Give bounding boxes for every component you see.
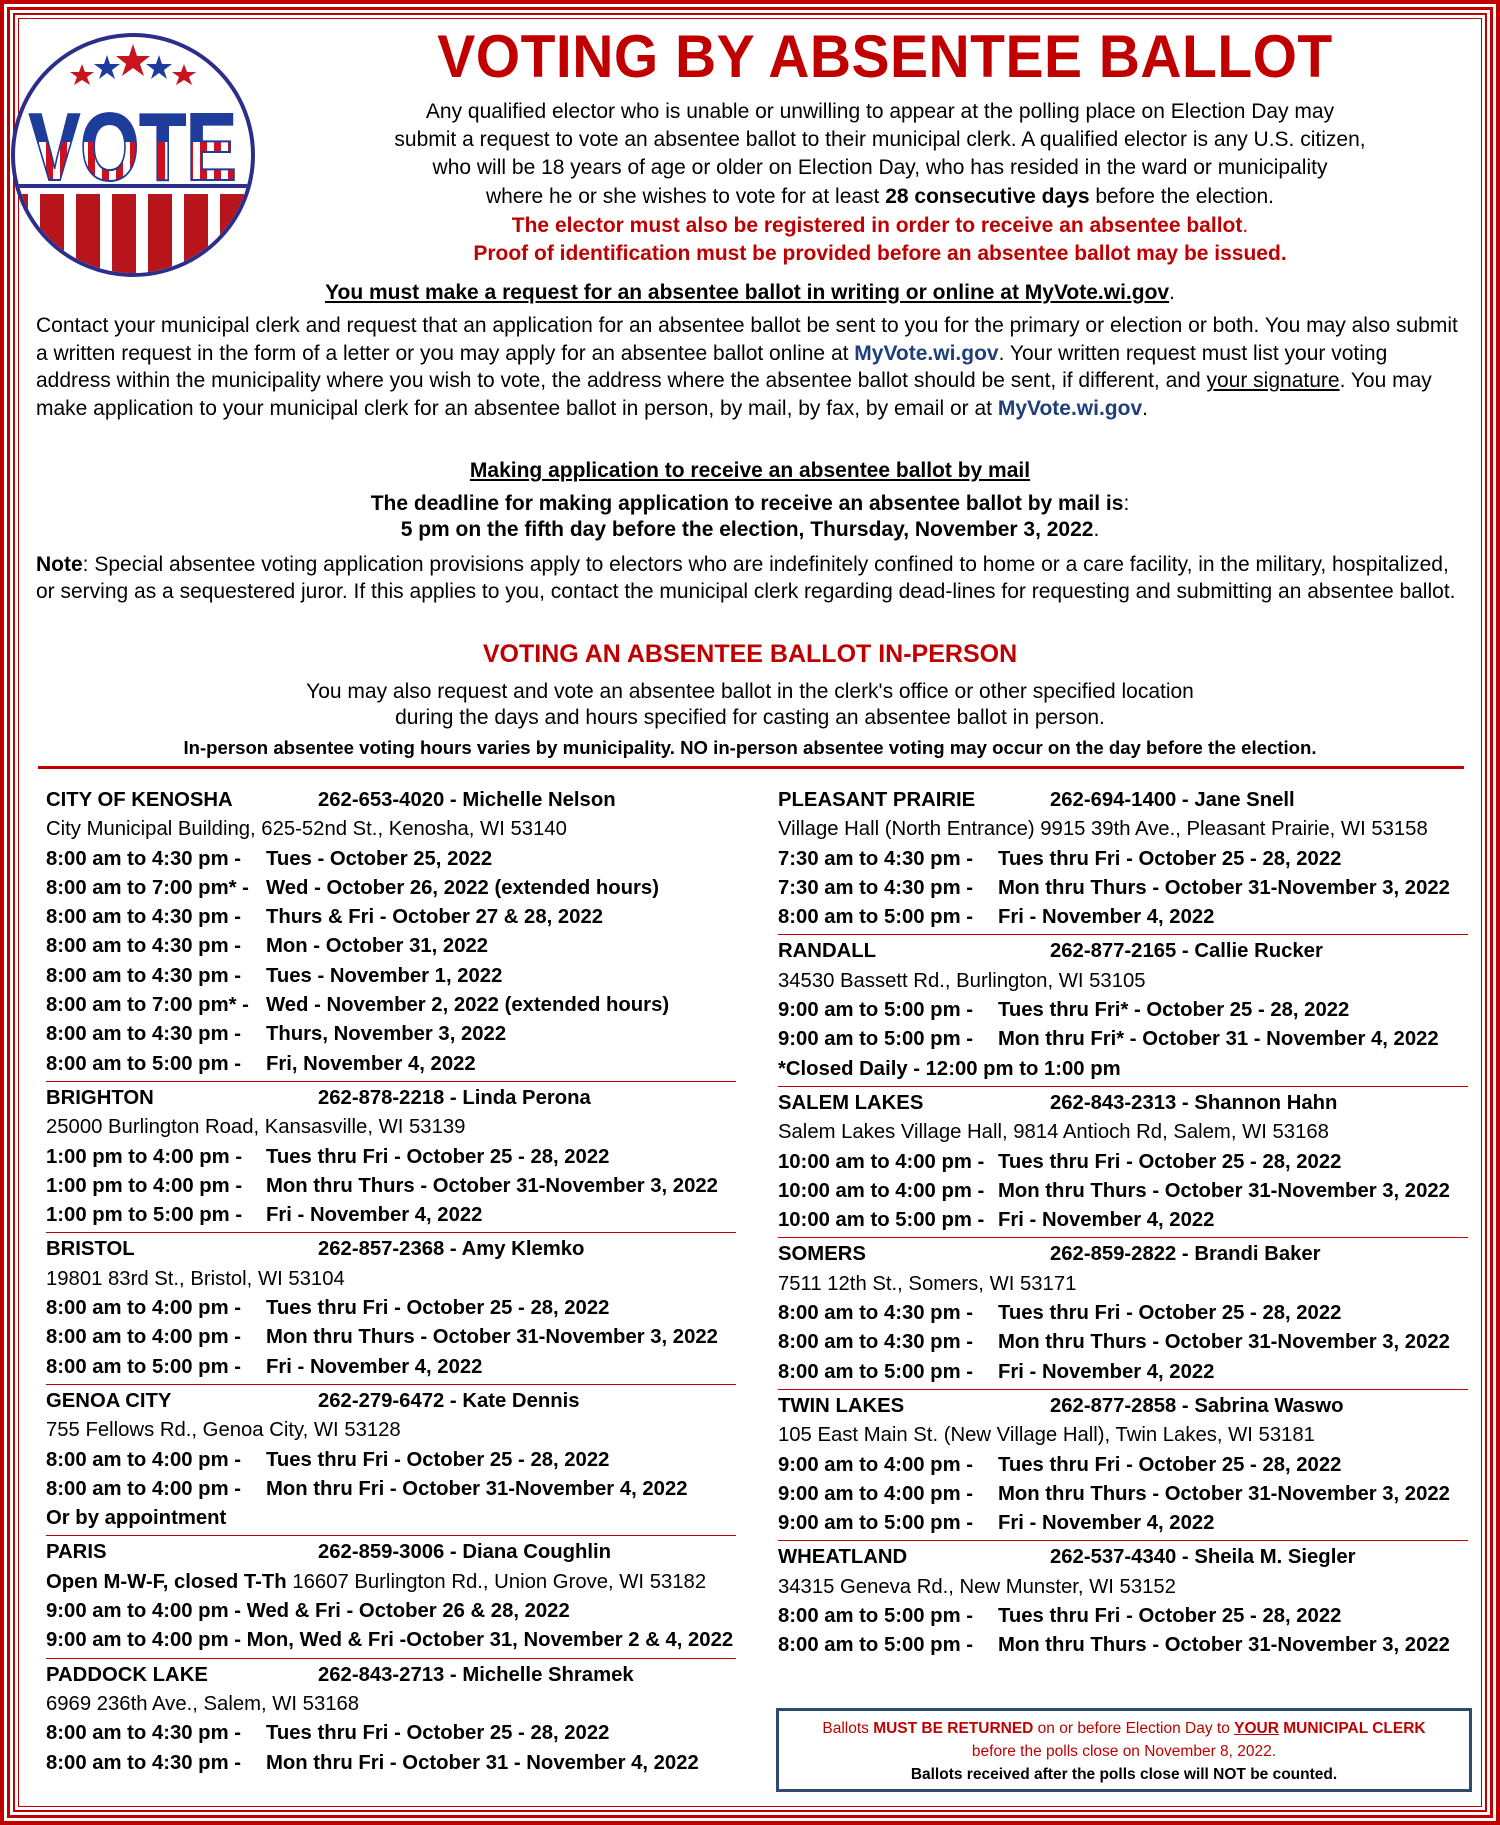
hours-row: [778, 1299, 1468, 1328]
signature-text: your signature: [1206, 369, 1340, 392]
municipalities-right-column: [778, 786, 1468, 1661]
clerk-contact: 262-877-2858 - Sabrina Waswo: [1050, 1394, 1344, 1417]
hours-time: 9:00 am to 5:00 pm -: [778, 1512, 973, 1535]
municipality-address: [46, 1690, 736, 1719]
clerk-contact: 262-857-2368 - Amy Klemko: [318, 1238, 585, 1261]
hours-time: 8:00 am to 5:00 pm -: [46, 1052, 241, 1075]
intro-line-1: Any qualified elector who is unable or unwilling to appear at the polling place on Election Day may: [425, 100, 1335, 123]
hours-days: Thurs, November 3, 2022: [266, 1023, 507, 1046]
hours-row: [46, 991, 736, 1020]
entry-separator: [46, 1231, 736, 1233]
municipality-entry: [46, 1534, 736, 1655]
registered-end: .: [1242, 214, 1249, 237]
clerk-contact: 262-653-4020 - Michelle Nelson: [318, 789, 616, 811]
hours-row: [778, 996, 1468, 1025]
hours-row: [778, 1206, 1468, 1235]
hours-row: [778, 1602, 1468, 1631]
hours-time: 9:00 am to 5:00 pm -: [778, 1028, 973, 1051]
municipality-name: RANDALL: [778, 940, 877, 963]
hours-row: [46, 1294, 736, 1323]
municipality-entry: [778, 1388, 1468, 1538]
municipality-address: [46, 1568, 736, 1597]
hours-row: [46, 1749, 736, 1778]
hours-days: Mon thru Fri* - October 31 - November 4, 2022: [998, 1028, 1439, 1051]
hours-days: Mon thru Fri - October 31 - November 4, 2022: [266, 1751, 699, 1774]
hours-days: Fri - November 4, 2022: [266, 1204, 483, 1227]
hours-days: Thurs & Fri - October 27 & 28, 2022: [266, 906, 604, 929]
notice-line-3: Ballots received after the polls close will NOT be counted.: [910, 1766, 1338, 1783]
municipality-entry: [46, 1231, 736, 1381]
hours-time: 8:00 am to 4:30 pm -: [46, 935, 241, 958]
municipality-address: [778, 815, 1468, 844]
request-p4: .: [1142, 396, 1148, 420]
municipalities-left-column: [46, 786, 736, 1778]
clerk-contact: 262-843-2313 - Shannon Hahn: [1050, 1091, 1338, 1114]
address-text: Village Hall (North Entrance) 9915 39th Ave., Pleasant Prairie, WI 53158: [778, 818, 1428, 841]
municipality-entry: [46, 1657, 736, 1778]
municipality-header: [46, 1084, 736, 1113]
hours-row: [46, 1719, 736, 1748]
hours-days: Tues thru Fri - October 25 - 28, 2022: [998, 1150, 1342, 1173]
municipality-entry: [46, 1383, 736, 1533]
hours-row: [46, 903, 736, 932]
notice-l1-c: on or before Election Day to: [1033, 1720, 1235, 1737]
request-heading-text: You must make a request for an absentee ballot in writing or online at MyVote.wi.gov: [325, 281, 1170, 304]
address-text: 25000 Burlington Road, Kansasville, WI 53139: [46, 1116, 466, 1139]
hours-time: 7:30 am to 4:30 pm -: [778, 876, 973, 899]
clerk-contact: 262-694-1400 - Jane Snell: [1050, 789, 1295, 811]
municipality-header: [778, 786, 1468, 815]
hours-time: 8:00 am to 4:30 pm -: [46, 1023, 241, 1046]
hours-row: [778, 1177, 1468, 1206]
hours-days: Mon thru Thurs - October 31-November 3, 2022: [998, 1482, 1450, 1505]
hours-days: Tues thru Fri - October 25 - 28, 2022: [266, 1448, 610, 1471]
section-divider: [38, 766, 1464, 769]
hours-row: [46, 1353, 736, 1382]
municipality-name: CITY OF KENOSHA: [46, 789, 233, 811]
hours-days: Tues thru Fri - October 25 - 28, 2022: [266, 1145, 610, 1168]
note-text: : Special absentee voting application provisions apply to electors who are indefinitely confined to home or a care facility, in the military, hospitalized, or serving as a sequestered juror. If this applies to you, contact the municipal clerk regarding dead-lines for requesting and submitting an absentee ballot.: [36, 553, 1456, 603]
request-p2: . Your written request must list your voting address within the municipality where you wish to vote, the address where the absentee ballot should be sent, if different, and: [36, 341, 1388, 392]
hours-row: [778, 1148, 1468, 1177]
address-text: 34530 Bassett Rd., Burlington, WI 53105: [778, 969, 1146, 992]
hours-row: [46, 932, 736, 961]
hours-days: Fri - November 4, 2022: [998, 1512, 1215, 1535]
entry-separator: [778, 1388, 1468, 1390]
request-heading-end: .: [1169, 281, 1175, 304]
in-person-line-1: You may also request and vote an absentee ballot in the clerk's office or other specified location: [306, 680, 1194, 703]
hours-days: Tues thru Fri - October 25 - 28, 2022: [998, 1605, 1342, 1628]
address-text: 105 East Main St. (New Village Hall), Twin Lakes, WI 53181: [778, 1424, 1315, 1447]
municipality-name: PADDOCK LAKE: [46, 1663, 208, 1686]
municipality-name: GENOA CITY: [46, 1389, 172, 1412]
entry-separator: [778, 1539, 1468, 1541]
page-title: VOTING BY ABSENTEE BALLOT: [437, 23, 1333, 90]
registered-text: The elector must also be registered in order to receive an absentee ballot: [511, 214, 1243, 237]
request-heading: [20, 279, 1480, 307]
municipality-address: [46, 1113, 736, 1142]
municipality-address: [778, 1421, 1468, 1450]
hours-time: 8:00 am to 7:00 pm* -: [46, 994, 249, 1017]
municipality-entry: [778, 1539, 1468, 1660]
notice-line-1: [779, 1717, 1469, 1740]
hours-row: [46, 874, 736, 903]
hours-time: 8:00 am to 4:30 pm -: [46, 906, 241, 929]
municipality-name: PARIS: [46, 1541, 107, 1564]
clerk-contact: 262-859-3006 - Diana Coughlin: [318, 1541, 612, 1564]
hours-days: Fri - November 4, 2022: [998, 1360, 1215, 1383]
hours-time: 8:00 am to 4:00 pm -: [46, 1448, 241, 1471]
municipality-entry: [778, 786, 1468, 932]
consecutive-days: 28 consecutive days: [885, 185, 1090, 208]
address-text: Salem Lakes Village Hall, 9814 Antioch Rd, Salem, WI 53168: [778, 1121, 1329, 1144]
hours-days: Tues - November 1, 2022: [266, 964, 503, 987]
municipality-entry: [46, 1080, 736, 1230]
hours-row: 9:00 am to 4:00 pm - Mon, Wed & Fri -October 31, November 2 & 4, 2022: [46, 1629, 734, 1652]
mail-heading: Making application to receive an absentee ballot by mail: [469, 459, 1031, 482]
notice-l1-a: Ballots: [822, 1720, 874, 1737]
hours-days: Tues thru Fri - October 25 - 28, 2022: [998, 1453, 1342, 1476]
hours-days: Fri, November 4, 2022: [266, 1052, 476, 1075]
entry-separator: [46, 1657, 736, 1659]
hours-days: Wed - October 26, 2022 (extended hours): [266, 876, 659, 899]
hours-time: 8:00 am to 4:30 pm -: [46, 847, 241, 870]
municipality-header: [46, 786, 736, 815]
hours-row: [46, 1020, 736, 1049]
hours-row: [46, 1201, 736, 1230]
hours-row: [778, 1328, 1468, 1357]
clerk-contact: 262-279-6472 - Kate Dennis: [318, 1389, 580, 1412]
hours-days: Mon thru Thurs - October 31-November 3, 2022: [998, 1179, 1450, 1202]
hours-row: [778, 1025, 1468, 1054]
hours-time: 9:00 am to 4:00 pm -: [778, 1482, 973, 1505]
intro-line-4-pre: where he or she wishes to vote for at least: [486, 185, 886, 208]
intro-line-4-post: before the election.: [1089, 185, 1274, 208]
entry-separator: [46, 1383, 736, 1385]
hours-time: 8:00 am to 4:30 pm -: [778, 1302, 973, 1325]
hours-time: 8:00 am to 5:00 pm -: [778, 906, 973, 929]
hours-note: *Closed Daily - 12:00 pm to 1:00 pm: [778, 1057, 1121, 1080]
registered-notice: [280, 212, 1480, 240]
hours-time: 8:00 am to 4:00 pm -: [46, 1326, 241, 1349]
hours-row: [46, 1323, 736, 1352]
in-person-line-2: during the days and hours specified for casting an absentee ballot in person.: [395, 706, 1105, 729]
vote-letters: [29, 94, 237, 201]
hours-row: [778, 845, 1468, 874]
address-text: 16607 Burlington Rd., Union Grove, WI 53182: [292, 1570, 707, 1593]
hours-days: Tues thru Fri - October 25 - 28, 2022: [998, 1302, 1342, 1325]
clerk-contact: 262-843-2713 - Michelle Shramek: [318, 1663, 634, 1686]
address-text: 755 Fellows Rd., Genoa City, WI 53128: [46, 1419, 401, 1442]
deadline-line-2-end: .: [1093, 518, 1100, 541]
address-text: 7511 12th St., Somers, WI 53171: [778, 1272, 1077, 1295]
hours-row: [46, 962, 736, 991]
in-person-heading: VOTING AN ABSENTEE BALLOT IN-PERSON: [482, 640, 1018, 668]
municipality-header: [46, 1538, 736, 1567]
municipality-header: [778, 1089, 1468, 1118]
address-note: Open M-W-F, closed T-Th: [46, 1570, 293, 1593]
hours-days: Mon thru Thurs - October 31-November 3, 2022: [266, 1174, 718, 1197]
hours-days: Tues - October 25, 2022: [266, 847, 493, 870]
deadline-line-1-end: :: [1123, 492, 1130, 515]
notice-municipal-clerk: MUNICIPAL CLERK: [1278, 1720, 1426, 1737]
clerk-contact: 262-878-2218 - Linda Perona: [318, 1086, 591, 1109]
municipality-entry: [778, 1085, 1468, 1235]
hours-days: Mon - October 31, 2022: [266, 935, 489, 958]
hours-time: 10:00 am to 4:00 pm -: [778, 1150, 985, 1173]
entry-separator: [778, 1236, 1468, 1238]
address-text: 34315 Geneva Rd., New Munster, WI 53152: [778, 1575, 1176, 1598]
hours-row: 9:00 am to 4:00 pm - Wed & Fri - October 26 & 28, 2022: [46, 1600, 570, 1623]
svg-text:VOTE: VOTE: [29, 94, 237, 201]
hours-row: [46, 1475, 736, 1504]
hours-row: [46, 1143, 736, 1172]
vote-badge-logo: [4, 22, 262, 280]
notice-line-2: before the polls close on November 8, 2022.: [971, 1743, 1277, 1760]
municipality-name: BRISTOL: [46, 1238, 135, 1261]
hours-time: 8:00 am to 5:00 pm -: [778, 1634, 973, 1657]
entry-separator: [46, 1534, 736, 1536]
hours-time: 8:00 am to 4:00 pm -: [46, 1477, 241, 1500]
entry-separator: [778, 1085, 1468, 1087]
notice-must-be-returned: MUST BE RETURNED: [873, 1720, 1034, 1737]
hours-time: 8:00 am to 5:00 pm -: [778, 1605, 973, 1628]
notice-your: YOUR: [1234, 1720, 1279, 1737]
request-p3: . You may make application to your municipal clerk for an absentee ballot in person, by mail, by fax, by email or at: [36, 369, 1432, 420]
hours-time: 8:00 am to 4:30 pm -: [46, 964, 241, 987]
hours-days: Mon thru Thurs - October 31-November 3, 2022: [998, 1331, 1450, 1354]
hours-days: Tues thru Fri* - October 25 - 28, 2022: [998, 999, 1350, 1022]
municipality-name: SOMERS: [778, 1243, 866, 1266]
hours-days: Fri - November 4, 2022: [266, 1355, 483, 1378]
in-person-hours-notice: In-person absentee voting hours varies by municipality. NO in-person absentee voting may occur on the day before the election.: [183, 737, 1317, 758]
intro-line-2: submit a request to vote an absentee ballot to their municipal clerk. A qualified elector is any U.S. citizen,: [394, 128, 1366, 151]
municipality-address: [46, 815, 736, 844]
hours-time: 8:00 am to 5:00 pm -: [46, 1355, 241, 1378]
myvote-link-2[interactable]: MyVote.wi.gov: [997, 396, 1143, 420]
entry-separator: [778, 933, 1468, 935]
hours-row: [46, 1172, 736, 1201]
note-paragraph: [36, 552, 1466, 605]
hours-days: Fri - November 4, 2022: [998, 906, 1215, 929]
hours-row: [46, 845, 736, 874]
hours-time: 8:00 am to 4:30 pm -: [46, 1751, 241, 1774]
municipality-address: [778, 1118, 1468, 1147]
address-text: 19801 83rd St., Bristol, WI 53104: [46, 1267, 345, 1290]
hours-days: Mon thru Fri - October 31-November 4, 2022: [266, 1477, 688, 1500]
address-text: 6969 236th Ave., Salem, WI 53168: [46, 1692, 360, 1715]
municipality-name: BRIGHTON: [46, 1086, 154, 1109]
entry-separator: [46, 1080, 736, 1082]
address-text: City Municipal Building, 625-52nd St., Kenosha, WI 53140: [46, 818, 567, 841]
hours-days: Fri - November 4, 2022: [998, 1209, 1215, 1232]
myvote-link-1[interactable]: MyVote.wi.gov: [854, 341, 999, 365]
hours-time: 8:00 am to 4:30 pm -: [46, 1722, 241, 1745]
municipality-entry: [46, 786, 736, 1079]
hours-time: 7:30 am to 4:30 pm -: [778, 847, 973, 870]
note-label: Note: [36, 553, 83, 576]
municipality-entry: [778, 1236, 1468, 1386]
hours-days: Tues thru Fri - October 25 - 28, 2022: [266, 1722, 610, 1745]
hours-time: 9:00 am to 5:00 pm -: [778, 999, 973, 1022]
hours-row: [778, 1451, 1468, 1480]
municipality-name: TWIN LAKES: [778, 1394, 905, 1417]
hours-days: Mon thru Thurs - October 31-November 3, 2022: [998, 1634, 1450, 1657]
request-paragraph: [36, 312, 1466, 422]
hours-time: 1:00 pm to 4:00 pm -: [46, 1174, 243, 1197]
municipality-address: [46, 1265, 736, 1294]
municipality-address: [778, 967, 1468, 996]
return-ballots-notice: [776, 1708, 1472, 1792]
municipality-header: [778, 1240, 1468, 1269]
hours-time: 8:00 am to 5:00 pm -: [778, 1360, 973, 1383]
hours-row: [778, 874, 1468, 903]
clerk-contact: 262-877-2165 - Callie Rucker: [1050, 940, 1323, 963]
municipality-header: [46, 1661, 736, 1690]
municipality-address: [46, 1416, 736, 1445]
hours-time: 1:00 pm to 4:00 pm -: [46, 1145, 243, 1168]
municipality-header: [46, 1387, 736, 1416]
municipality-header: [778, 937, 1468, 966]
hours-time: 8:00 am to 4:30 pm -: [778, 1331, 973, 1354]
hours-row: [778, 1631, 1468, 1660]
deadline-line-1-text: The deadline for making application to receive an absentee ballot by mail is: [370, 492, 1124, 515]
municipality-address: [778, 1270, 1468, 1299]
hours-row: [778, 1480, 1468, 1509]
municipality-entry: [778, 933, 1468, 1083]
municipality-header: [778, 1392, 1468, 1421]
deadline-line-2-text: 5 pm on the fifth day before the election, Thursday, November 3, 2022: [400, 518, 1094, 541]
hours-time: 8:00 am to 7:00 pm* -: [46, 876, 249, 899]
deadline-line-2: [20, 516, 1480, 544]
hours-days: Mon thru Thurs - October 31-November 3, 2022: [998, 876, 1450, 899]
hours-days: Tues thru Fri - October 25 - 28, 2022: [998, 847, 1342, 870]
municipality-header: [778, 1543, 1468, 1572]
intro-line-3: who will be 18 years of age or older on Election Day, who has resided in the ward or municipality: [432, 156, 1328, 179]
municipality-name: SALEM LAKES: [778, 1091, 924, 1114]
municipality-name: PLEASANT PRAIRIE: [778, 789, 976, 811]
hours-row: [778, 903, 1468, 932]
hours-row: [46, 1446, 736, 1475]
hours-time: 8:00 am to 4:00 pm -: [46, 1297, 241, 1320]
hours-row: [778, 1509, 1468, 1538]
municipality-address: [778, 1573, 1468, 1602]
hours-time: 10:00 am to 5:00 pm -: [778, 1209, 985, 1232]
deadline-line-1: [20, 490, 1480, 518]
hours-row: [46, 1050, 736, 1079]
hours-days: Mon thru Thurs - October 31-November 3, 2022: [266, 1326, 718, 1349]
municipality-name: WHEATLAND: [778, 1546, 908, 1569]
hours-days: Tues thru Fri - October 25 - 28, 2022: [266, 1297, 610, 1320]
hours-time: 9:00 am to 4:00 pm -: [778, 1453, 973, 1476]
clerk-contact: 262-537-4340 - Sheila M. Siegler: [1050, 1546, 1356, 1569]
hours-row: [778, 1358, 1468, 1387]
id-notice: Proof of identification must be provided before an absentee ballot may be issued.: [473, 242, 1287, 265]
clerk-contact: 262-859-2822 - Brandi Baker: [1050, 1243, 1321, 1266]
hours-days: Wed - November 2, 2022 (extended hours): [266, 994, 670, 1017]
request-p1: Contact your municipal clerk and request that an application for an absentee ballot be sent to you for the primary or election or both. You may also submit a written request in the form of a letter or you may apply for an absentee ballot online at: [36, 314, 1458, 365]
hours-time: 10:00 am to 4:00 pm -: [778, 1179, 985, 1202]
intro-line-4: [280, 183, 1480, 211]
hours-note: Or by appointment: [46, 1507, 227, 1530]
hours-time: 1:00 pm to 5:00 pm -: [46, 1204, 243, 1227]
municipality-header: [46, 1235, 736, 1264]
